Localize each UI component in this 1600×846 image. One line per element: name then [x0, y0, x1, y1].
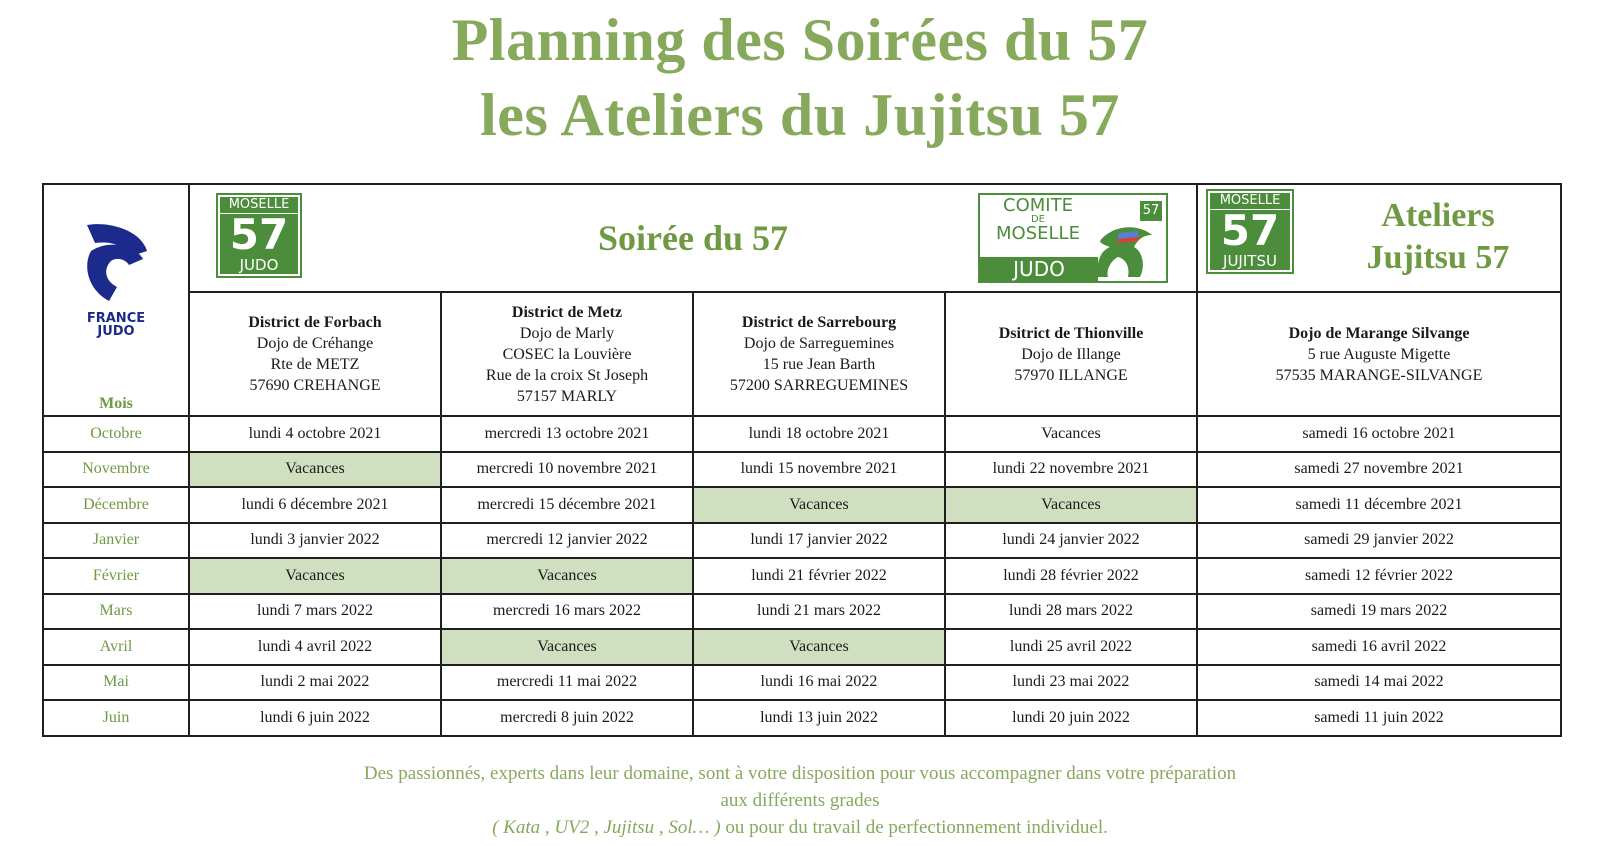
- france-judo-text-2: JUDO: [97, 324, 135, 339]
- date-cell: mercredi 16 mars 2022: [441, 594, 693, 630]
- date-cell: Vacances: [945, 416, 1197, 452]
- footer-line3-italic: ( Kata , UV2 , Jujitsu , Sol… ): [492, 817, 721, 838]
- date-cell: lundi 21 mars 2022: [693, 594, 945, 630]
- schedule-table: [42, 183, 1562, 737]
- date-cell: samedi 16 octobre 2021: [1197, 416, 1561, 452]
- vacances-cell: Vacances: [189, 558, 441, 594]
- date-cell: lundi 24 janvier 2022: [945, 523, 1197, 559]
- moselle-judo-bottom-text: JUDO: [239, 256, 279, 274]
- table-row: [43, 452, 1561, 488]
- date-cell: mercredi 8 juin 2022: [441, 700, 693, 736]
- month-cell: Octobre: [43, 416, 189, 452]
- date-cell: samedi 16 avril 2022: [1197, 629, 1561, 665]
- date-cell: lundi 16 mai 2022: [693, 665, 945, 701]
- venue-address-line: Dojo de Marly: [519, 324, 615, 342]
- venue-address-line: 57690 CREHANGE: [249, 377, 381, 394]
- judoka-icon: [1094, 221, 1156, 279]
- table-row: [43, 416, 1561, 452]
- date-cell: lundi 4 octobre 2021: [189, 416, 441, 452]
- footer-line3-rest: ou pour du travail de perfectionnement individuel.: [720, 817, 1108, 838]
- venue-name: District de Sarrebourg: [741, 314, 897, 331]
- date-cell: lundi 18 octobre 2021: [693, 416, 945, 452]
- comite-moselle-judo-logo: [978, 193, 1168, 283]
- comite-line3: MOSELLE: [996, 223, 1080, 244]
- venue-cell: [441, 292, 693, 416]
- date-cell: lundi 6 juin 2022: [189, 700, 441, 736]
- table-row: [43, 700, 1561, 736]
- table-row: [43, 487, 1561, 523]
- mois-header: Mois: [99, 395, 133, 412]
- venue-row: [43, 292, 1561, 416]
- page-title-line1: Planning des Soirées du 57: [451, 7, 1149, 73]
- moselle-jujitsu-bottom-text: JUJITSU: [1223, 252, 1277, 270]
- date-cell: samedi 11 décembre 2021: [1197, 487, 1561, 523]
- comite-text: [984, 197, 1092, 243]
- moselle-judo-top-text: MOSELLE: [220, 197, 298, 214]
- date-cell: lundi 28 février 2022: [945, 558, 1197, 594]
- date-cell: lundi 21 février 2022: [693, 558, 945, 594]
- france-judo-text-1: FRANCE: [86, 311, 146, 326]
- date-cell: samedi 19 mars 2022: [1197, 594, 1561, 630]
- date-cell: mercredi 12 janvier 2022: [441, 523, 693, 559]
- page-title-line2: les Ateliers du Jujitsu 57: [480, 82, 1120, 148]
- vacances-cell: Vacances: [693, 629, 945, 665]
- vacances-cell: Vacances: [441, 558, 693, 594]
- france-judo-logo-icon: [81, 221, 151, 305]
- date-cell: mercredi 15 décembre 2021: [441, 487, 693, 523]
- footer-line3: [0, 814, 1600, 841]
- month-cell: Février: [43, 558, 189, 594]
- ateliers-title: [1316, 195, 1560, 279]
- venue-address-line: Dojo de Sarreguemines: [743, 335, 895, 352]
- date-cell: samedi 12 février 2022: [1197, 558, 1561, 594]
- ateliers-title-line2: Jujitsu 57: [1366, 239, 1510, 276]
- date-cell: samedi 11 juin 2022: [1197, 700, 1561, 736]
- month-cell: Décembre: [43, 487, 189, 523]
- date-cell: samedi 14 mai 2022: [1197, 665, 1561, 701]
- date-cell: lundi 28 mars 2022: [945, 594, 1197, 630]
- vacances-cell: Vacances: [945, 487, 1197, 523]
- soiree-header: [189, 184, 1197, 292]
- date-cell: lundi 7 mars 2022: [189, 594, 441, 630]
- date-cell: lundi 4 avril 2022: [189, 629, 441, 665]
- date-cell: lundi 2 mai 2022: [189, 665, 441, 701]
- france-judo-logo-cell: [43, 184, 189, 416]
- venue-address-line: 57157 MARLY: [516, 387, 618, 405]
- date-cell: lundi 20 juin 2022: [945, 700, 1197, 736]
- soiree-title: Soirée du 57: [597, 218, 788, 258]
- moselle-judo-num-text: 57: [229, 210, 289, 259]
- table-row: [43, 594, 1561, 630]
- vacances-cell: Vacances: [693, 487, 945, 523]
- moselle-jujitsu-top-text: MOSELLE: [1210, 193, 1290, 210]
- venue-address-line: Dojo de Créhange: [256, 335, 374, 352]
- venue-address-line: 57200 SARREGUEMINES: [729, 377, 909, 394]
- venue-name: District de Forbach: [248, 314, 382, 331]
- date-cell: mercredi 13 octobre 2021: [441, 416, 693, 452]
- date-cell: lundi 15 novembre 2021: [693, 452, 945, 488]
- date-cell: lundi 23 mai 2022: [945, 665, 1197, 701]
- date-cell: lundi 25 avril 2022: [945, 629, 1197, 665]
- ateliers-title-line1: Ateliers: [1381, 197, 1495, 234]
- vacances-cell: Vacances: [189, 452, 441, 488]
- venue-name: District de Metz: [511, 303, 623, 321]
- month-cell: Mars: [43, 594, 189, 630]
- month-cell: Avril: [43, 629, 189, 665]
- venue-address-line: COSEC la Louvière: [502, 345, 632, 363]
- date-cell: lundi 13 juin 2022: [693, 700, 945, 736]
- table-row: [43, 558, 1561, 594]
- ateliers-header: [1197, 184, 1561, 292]
- venue-address-line: 57970 ILLANGE: [1014, 366, 1128, 384]
- venue-address-line: Rue de la croix St Joseph: [485, 366, 649, 384]
- venue-cell: [693, 292, 945, 416]
- month-cell: Juin: [43, 700, 189, 736]
- venue-name: Dojo de Marange Silvange: [1288, 324, 1470, 342]
- moselle-jujitsu-num-text: 57: [1220, 206, 1280, 255]
- month-cell: Mai: [43, 665, 189, 701]
- comite-num: 57: [1140, 201, 1162, 221]
- date-cell: mercredi 11 mai 2022: [441, 665, 693, 701]
- date-cell: mercredi 10 novembre 2021: [441, 452, 693, 488]
- venue-cell: [1197, 292, 1561, 416]
- date-cell: samedi 27 novembre 2021: [1197, 452, 1561, 488]
- vacances-cell: Vacances: [441, 629, 693, 665]
- moselle-57-jujitsu-logo: [1208, 191, 1292, 272]
- date-cell: lundi 6 décembre 2021: [189, 487, 441, 523]
- date-cell: lundi 3 janvier 2022: [189, 523, 441, 559]
- comite-bottom: JUDO: [980, 257, 1098, 281]
- venue-name: Dsitrict de Thionville: [998, 324, 1144, 342]
- comite-line1: COMITE: [1003, 195, 1073, 216]
- venue-cell: [945, 292, 1197, 416]
- month-cell: Novembre: [43, 452, 189, 488]
- venue-address-line: 5 rue Auguste Migette: [1307, 345, 1451, 363]
- table-row: [43, 629, 1561, 665]
- venue-address-line: 15 rue Jean Barth: [762, 356, 876, 373]
- table-row: [43, 523, 1561, 559]
- footer-line2: aux différents grades: [720, 790, 880, 811]
- venue-cell: [189, 292, 441, 416]
- venue-address-line: Dojo de Illange: [1021, 345, 1121, 363]
- month-cell: Janvier: [43, 523, 189, 559]
- date-cell: samedi 29 janvier 2022: [1197, 523, 1561, 559]
- table-row: [43, 665, 1561, 701]
- date-cell: lundi 22 novembre 2021: [945, 452, 1197, 488]
- footer-text: [0, 760, 1600, 841]
- venue-address-line: Rte de METZ: [270, 356, 360, 373]
- footer-line1: Des passionnés, experts dans leur domaine, sont à votre disposition pour vous accompagner dans votre préparation: [363, 763, 1237, 784]
- venue-address-line: 57535 MARANGE-SILVANGE: [1275, 366, 1483, 384]
- comite-line2: DE: [1030, 214, 1046, 225]
- date-cell: lundi 17 janvier 2022: [693, 523, 945, 559]
